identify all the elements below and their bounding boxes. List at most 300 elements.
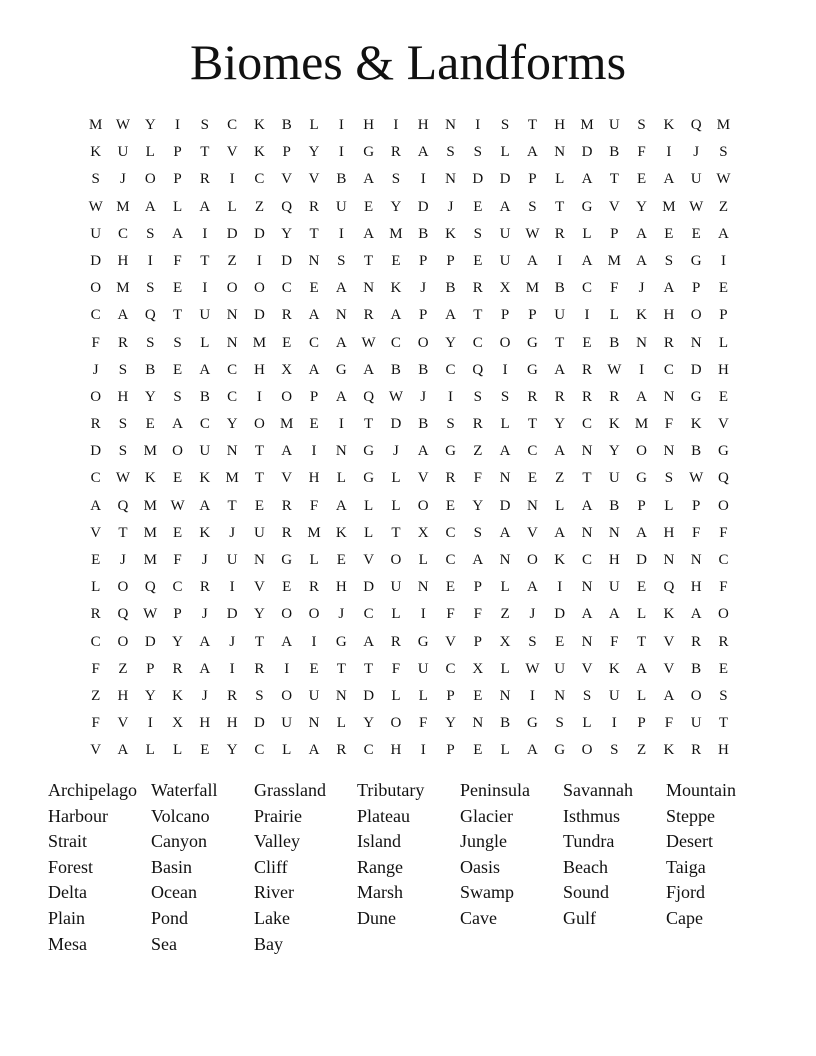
grid-cell: S [337,252,346,269]
grid-cell: I [229,171,235,188]
grid-cell: R [309,579,320,596]
grid-cell: I [311,633,317,650]
grid-cell: X [472,660,484,677]
grid-cell: J [120,171,126,188]
grid-cell: Z [473,443,483,460]
grid-cell: O [254,280,265,297]
grid-cell: A [390,307,402,324]
grid-cell: B [390,361,401,378]
grid-cell: L [555,497,565,514]
grid-cell: Y [172,633,183,650]
grid-cell: Z [718,198,729,215]
grid-cell: A [363,633,375,650]
grid-cell: Y [254,606,265,623]
grid-cell: O [144,171,156,188]
grid-cell: E [172,470,183,487]
grid-cell: N [254,552,265,568]
word-list-item: Fjord [666,882,706,903]
grid-cell: G [526,715,538,732]
grid-cell: N [608,524,620,541]
grid-cell: J [201,606,208,623]
grid-cell: E [200,742,210,759]
grid-cell: G [690,252,702,269]
word-list-item: Peninsula [460,780,530,800]
grid-cell: J [529,606,536,623]
grid-cell: G [636,470,647,487]
grid-cell: M [143,443,157,460]
grid-cell: P [446,687,455,704]
grid-cell: S [173,334,182,351]
word-list-item: Steppe [666,805,715,826]
grid-cell: Q [363,388,375,405]
grid-cell: E [254,497,265,514]
word-list-item: Cave [460,907,497,928]
grid-cell: A [281,633,293,650]
grid-cell: P [637,715,646,732]
grid-cell: Y [144,117,156,133]
grid-cell: E [172,280,183,297]
word-list-item: Basin [151,856,193,877]
grid-cell: S [719,144,728,161]
grid-cell: I [256,252,262,269]
grid-cell: R [199,579,210,596]
grid-cell: L [418,552,428,568]
grid-cell: R [609,388,620,405]
grid-cell: A [526,252,538,269]
grid-cell: Z [254,198,265,215]
grid-cell: E [637,579,647,596]
word-list-item: Cape [666,907,703,928]
grid-cell: E [445,497,456,514]
grid-cell: K [254,117,265,133]
grid-cell: A [581,171,593,188]
grid-cell: F [173,552,182,568]
grid-cell: M [580,117,594,133]
grid-cell: A [335,388,347,405]
word-list-item: Archipelago [48,780,137,800]
grid-cell: I [611,715,617,732]
grid-cell: E [691,225,701,242]
grid-cell: T [254,443,265,460]
grid-cell: D [363,579,375,596]
grid-cell: P [692,280,701,297]
grid-cell: D [254,225,265,242]
grid-cell: P [173,171,182,188]
grid-cell: A [581,606,593,623]
grid-cell: D [281,252,293,269]
grid-cell: B [609,334,620,351]
word-list-item: Mountain [666,780,736,800]
grid-cell: K [690,416,702,433]
grid-cell: E [309,280,319,297]
word-list-item: Marsh [357,882,403,903]
grid-cell: K [199,524,211,541]
grid-cell: C [90,470,101,487]
grid-cell: A [554,524,566,541]
grid-cell: C [90,633,101,650]
grid-cell: S [146,334,155,351]
grid-cell: S [582,687,592,704]
word-list-item: Taiga [666,856,706,877]
grid-cell: D [690,361,702,378]
grid-cell: I [202,225,208,242]
grid-cell: S [200,117,209,133]
grid-cell: U [281,715,293,732]
grid-cell: V [445,633,456,650]
grid-cell: S [446,416,455,433]
grid-cell: H [199,715,211,732]
word-list-item: Island [357,831,401,852]
grid-cell: N [226,443,238,460]
grid-cell: L [172,198,183,215]
grid-cell: A [335,334,347,351]
grid-cell: F [664,416,674,433]
grid-cell: J [447,198,454,215]
grid-cell: T [172,307,183,324]
grid-cell: O [390,552,402,568]
grid-cell: B [500,715,511,732]
grid-cell: M [116,280,130,297]
grid-cell: E [555,633,565,650]
grid-cell: L [418,687,428,704]
grid-cell: N [335,687,347,704]
grid-cell: G [335,633,347,650]
grid-cell: L [309,117,319,133]
grid-cell: A [117,307,129,324]
grid-cell: H [417,117,429,133]
grid-cell: T [527,416,537,433]
grid-cell: F [446,606,455,623]
grid-cell: T [527,117,537,133]
grid-cell: D [254,307,265,324]
word-list-item: Valley [254,831,300,852]
grid-cell: E [172,361,183,378]
grid-cell: S [528,633,537,650]
grid-cell: A [581,252,593,269]
grid-cell: P [173,144,182,161]
grid-cell: I [420,171,426,188]
grid-cell: I [557,579,563,596]
grid-cell: O [581,742,593,759]
grid-cell: S [91,171,100,188]
grid-cell: I [420,606,426,623]
grid-cell: J [229,633,236,650]
grid-cell: M [252,334,267,351]
grid-cell: A [90,497,102,514]
grid-cell: O [690,307,702,324]
grid-cell: U [254,524,265,541]
grid-cell: V [526,524,538,541]
grid-cell: P [446,742,455,759]
grid-cell: N [636,334,647,351]
grid-cell: L [718,334,729,351]
grid-cell: E [91,552,101,568]
grid-cell: T [718,715,729,732]
grid-cell: L [637,606,647,623]
grid-cell: G [581,198,593,215]
grid-cell: I [584,307,590,324]
grid-cell: Z [118,660,128,677]
grid-cell: B [418,416,429,433]
grid-cell: U [608,687,620,704]
grid-cell: F [91,660,100,677]
grid-cell: K [254,144,265,161]
grid-cell: I [284,660,290,677]
word-list-item: Tributary [357,780,425,800]
grid-cell: O [90,280,102,297]
grid-cell: Q [281,198,293,215]
grid-cell: H [117,388,129,405]
word-list-item: Plateau [357,805,410,826]
grid-cell: M [143,552,157,568]
word-list-item: Beach [563,856,608,877]
grid-cell: O [690,687,702,704]
grid-cell: N [308,252,320,269]
grid-cell: V [90,524,102,541]
grid-cell: L [637,687,647,704]
grid-cell: F [473,606,482,623]
grid-cell: D [363,687,375,704]
grid-cell: W [115,470,131,487]
grid-cell: M [88,117,103,133]
grid-cell: A [445,307,456,324]
grid-cell: C [581,280,592,297]
grid-cell: C [390,334,401,351]
word-list-item: Glacier [460,805,513,826]
grid-cell: J [693,144,700,161]
grid-cell: I [311,443,317,460]
grid-cell: C [227,388,238,405]
grid-cell: R [390,144,401,161]
grid-cell: D [499,171,511,188]
grid-cell: N [445,171,456,188]
grid-cell: V [117,715,129,732]
grid-cell: F [637,144,646,161]
grid-cell: D [90,252,102,269]
grid-cell: T [555,198,565,215]
grid-cell: H [608,552,620,568]
grid-cell: L [609,307,619,324]
grid-cell: K [172,687,183,704]
grid-cell: E [473,198,483,215]
grid-cell: R [691,742,702,759]
grid-cell: T [118,524,128,541]
grid-cell: E [473,687,483,704]
grid-cell: S [500,117,510,133]
grid-cell: C [199,416,210,433]
grid-cell: C [718,552,729,568]
grid-cell: S [473,144,482,161]
grid-cell: R [199,171,210,188]
grid-cell: A [526,579,538,596]
grid-cell: A [417,144,429,161]
grid-cell: F [610,633,619,650]
grid-cell: P [528,171,537,188]
word-list-item: Dune [357,907,396,928]
grid-cell: B [445,280,456,297]
grid-cell: J [201,552,208,568]
grid-cell: H [690,579,702,596]
grid-cell: E [282,579,292,596]
grid-cell: N [663,552,675,568]
grid-cell: K [608,660,620,677]
grid-cell: W [525,225,540,242]
grid-cell: S [473,524,482,541]
grid-cell: S [118,416,128,433]
grid-cell: A [636,252,647,269]
grid-cell: D [636,552,647,568]
grid-cell: B [199,388,210,405]
grid-cell: B [281,117,292,133]
grid-cell: N [554,687,566,704]
grid-cell: J [420,388,427,405]
grid-cell: S [610,742,619,759]
grid-cell: S [118,443,128,460]
grid-cell: M [716,117,731,133]
grid-cell: E [391,252,401,269]
grid-cell: I [639,361,645,378]
grid-cell: X [417,524,429,541]
grid-cell: A [636,388,647,405]
grid-cell: H [554,117,566,133]
grid-cell: O [417,497,429,514]
grid-cell: T [254,633,265,650]
grid-cell: T [391,524,401,541]
grid-cell: V [308,171,320,188]
grid-cell: G [417,633,429,650]
grid-cell: L [500,660,510,677]
grid-cell: U [608,470,620,487]
grid-cell: Z [500,606,510,623]
grid-cell: C [254,171,265,188]
grid-cell: U [690,715,702,732]
grid-cell: H [254,361,265,378]
grid-cell: N [690,552,702,568]
grid-cell: K [663,117,675,133]
grid-cell: V [718,416,729,433]
grid-cell: A [117,742,129,759]
grid-cell: L [227,198,237,215]
grid-cell: W [388,388,403,405]
grid-cell: Y [144,388,156,405]
grid-cell: I [666,144,672,161]
grid-cell: E [445,579,456,596]
grid-cell: F [664,715,674,732]
grid-cell: J [201,687,208,704]
grid-cell: O [254,416,265,433]
grid-cell: A [199,660,211,677]
grid-cell: Z [637,742,647,759]
grid-cell: T [637,633,647,650]
grid-cell: Z [555,470,565,487]
grid-cell: P [446,252,455,269]
grid-cell: T [200,252,210,269]
grid-cell: H [663,524,675,541]
grid-cell: Y [226,742,238,759]
grid-cell: H [390,742,402,759]
grid-cell: R [472,416,483,433]
grid-cell: R [90,606,101,623]
grid-cell: N [690,334,702,351]
grid-cell: L [172,742,183,759]
grid-cell: Q [718,470,729,487]
grid-cell: A [608,606,620,623]
grid-cell: I [448,388,453,405]
grid-cell: C [445,524,456,541]
grid-cell: N [226,307,238,324]
grid-cell: E [309,660,319,677]
grid-cell: U [554,307,566,324]
grid-cell: G [363,144,375,161]
grid-cell: A [636,660,647,677]
grid-cell: B [691,443,702,460]
grid-cell: F [91,715,100,732]
grid-cell: F [419,715,428,732]
grid-cell: O [499,334,511,351]
grid-cell: R [718,633,729,650]
grid-cell: O [718,606,729,623]
grid-cell: L [364,497,374,514]
word-list-item: Grassland [254,780,326,800]
grid-cell: V [363,552,375,568]
grid-cell: N [581,443,593,460]
grid-cell: G [554,742,566,759]
grid-cell: A [554,443,566,460]
grid-cell: R [281,524,292,541]
grid-cell: B [554,280,565,297]
grid-cell: L [145,742,155,759]
grid-cell: T [555,334,565,351]
grid-cell: K [663,606,675,623]
grid-cell: Q [144,307,156,324]
grid-cell: K [663,742,675,759]
grid-cell: I [393,117,399,133]
grid-cell: R [472,280,483,297]
grid-cell: U [499,225,511,242]
grid-cell: S [146,225,155,242]
grid-cell: Q [472,361,484,378]
grid-cell: Q [663,579,675,596]
grid-cell: N [445,117,456,133]
grid-cell: A [363,225,375,242]
grid-cell: T [473,307,483,324]
grid-cell: P [419,307,428,324]
grid-cell: N [581,524,593,541]
grid-cell: L [391,687,401,704]
grid-cell: C [227,117,238,133]
grid-cell: S [555,715,564,732]
grid-cell: O [172,443,183,460]
word-list-item: Ocean [151,882,197,903]
grid-cell: U [308,687,320,704]
word-list-item: Sound [563,882,610,903]
grid-cell: P [500,307,510,324]
grid-cell: V [608,198,620,215]
grid-cell: I [147,715,153,732]
grid-cell: A [663,171,675,188]
grid-cell: D [226,606,238,623]
grid-cell: E [282,334,292,351]
grid-cell: C [117,225,128,242]
grid-cell: G [690,388,702,405]
grid-cell: U [390,579,402,596]
grid-cell: I [502,361,508,378]
grid-cell: F [719,579,728,596]
grid-cell: M [143,524,157,541]
grid-cell: F [309,497,319,514]
grid-cell: J [120,552,126,568]
grid-cell: C [581,552,592,568]
